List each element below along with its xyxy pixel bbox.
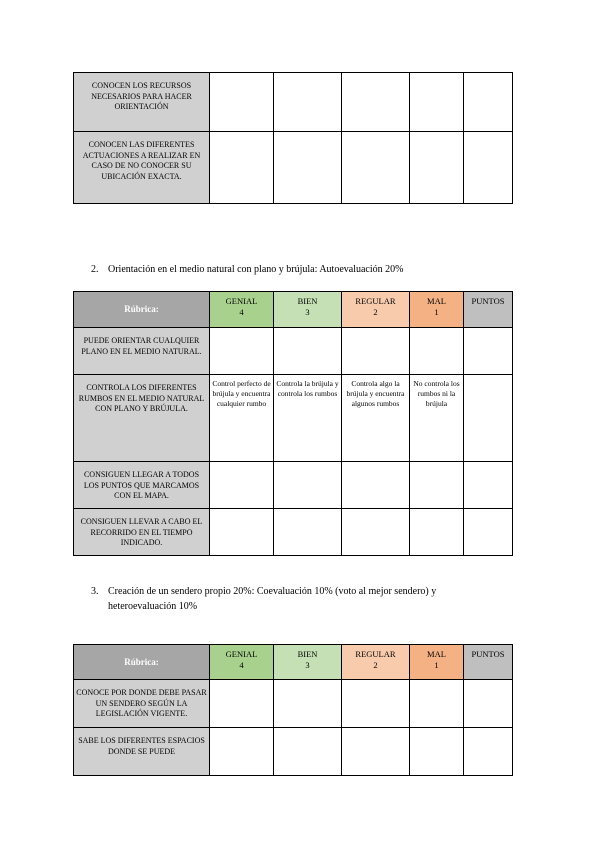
bien-header xyxy=(274,645,342,680)
rubric-table-orientacion xyxy=(73,291,513,556)
score-cell xyxy=(274,73,342,132)
table-row xyxy=(74,73,513,132)
rubric-table-sendero xyxy=(73,644,513,776)
table-row xyxy=(74,462,513,509)
rubrica-header: Rúbrica: xyxy=(74,292,210,328)
points-cell xyxy=(464,462,513,509)
genial-header xyxy=(210,292,274,328)
mal-desc: No controla los rumbos ni la brújula xyxy=(410,375,464,462)
section-title-continued: heteroevaluación 10% xyxy=(108,601,198,612)
score-cell xyxy=(210,462,274,509)
score-cell xyxy=(342,462,410,509)
table-row xyxy=(74,375,513,462)
mal-header xyxy=(410,292,464,328)
points-cell xyxy=(464,132,513,204)
regular-header xyxy=(342,292,410,328)
table-row xyxy=(74,509,513,556)
section-2-heading xyxy=(91,262,531,277)
rubrica-header: Rúbrica: xyxy=(74,645,210,680)
score-cell xyxy=(410,728,464,776)
score-cell xyxy=(274,728,342,776)
score-cell xyxy=(410,509,464,556)
section-number: 3. xyxy=(91,586,99,597)
section-title: Creación de un sendero propio 20%: Coevaluación 10% (voto al mejor sendero) y xyxy=(108,586,437,597)
level-label: MAL xyxy=(427,296,446,306)
mal-header xyxy=(410,645,464,680)
points-cell xyxy=(464,73,513,132)
score-cell xyxy=(210,132,274,204)
criterion-cell: CONOCEN LAS DIFERENTES ACTUACIONES A REALIZAR EN CASO DE NO CONOCER SU UBICACIÓN EXACTA. xyxy=(74,132,210,204)
genial-desc: Control perfecto de brújula y encuentra cualquier rumbo xyxy=(210,375,274,462)
level-label: GENIAL xyxy=(225,649,258,659)
points-cell xyxy=(464,375,513,462)
points-cell xyxy=(464,509,513,556)
score-cell xyxy=(210,728,274,776)
score-cell xyxy=(210,73,274,132)
points-cell xyxy=(464,728,513,776)
section-3-heading xyxy=(91,584,531,614)
bien-header xyxy=(274,292,342,328)
score-cell xyxy=(410,680,464,728)
level-points: 1 xyxy=(434,660,439,670)
score-cell xyxy=(410,132,464,204)
level-label: REGULAR xyxy=(355,296,396,306)
criterion-cell: CONOCEN LOS RECURSOS NECESARIOS PARA HACER ORIENTACIÓN xyxy=(74,73,210,132)
score-cell xyxy=(410,462,464,509)
score-cell xyxy=(210,509,274,556)
level-label: BIEN xyxy=(297,296,318,306)
score-cell xyxy=(410,328,464,375)
score-cell xyxy=(210,680,274,728)
score-cell xyxy=(274,509,342,556)
level-points: 4 xyxy=(239,660,244,670)
score-cell xyxy=(410,73,464,132)
score-cell xyxy=(274,462,342,509)
criterion-cell: CONSIGUEN LLEGAR A TODOS LOS PUNTOS QUE MARCAMOS CON EL MAPA. xyxy=(74,462,210,509)
score-cell xyxy=(342,132,410,204)
genial-header xyxy=(210,645,274,680)
level-points: 3 xyxy=(305,307,310,317)
table-row xyxy=(74,680,513,728)
criterion-cell: CONSIGUEN LLEVAR A CABO EL RECORRIDO EN EL TIEMPO INDICADO. xyxy=(74,509,210,556)
header-row xyxy=(74,292,513,328)
score-cell xyxy=(342,73,410,132)
criterion-cell: SABE LOS DIFERENTES ESPACIOS DONDE SE PUEDE xyxy=(74,728,210,776)
level-points: 1 xyxy=(434,307,439,317)
puntos-header: PUNTOS xyxy=(464,645,513,680)
level-points: 2 xyxy=(373,660,378,670)
points-cell xyxy=(464,680,513,728)
score-cell xyxy=(342,509,410,556)
criterion-cell: PUEDE ORIENTAR CUALQUIER PLANO EN EL MEDIO NATURAL. xyxy=(74,328,210,375)
score-cell xyxy=(274,328,342,375)
bien-desc: Controla la brújula y controla los rumbos xyxy=(274,375,342,462)
level-label: REGULAR xyxy=(355,649,396,659)
criterion-cell: CONOCE POR DONDE DEBE PASAR UN SENDERO SEGÚN LA LEGISLACIÓN VIGENTE. xyxy=(74,680,210,728)
level-label: BIEN xyxy=(297,649,318,659)
level-label: GENIAL xyxy=(225,296,258,306)
level-label: MAL xyxy=(427,649,446,659)
score-cell xyxy=(342,728,410,776)
table-recursos xyxy=(73,72,513,204)
section-number: 2. xyxy=(91,264,99,275)
regular-header xyxy=(342,645,410,680)
score-cell xyxy=(210,328,274,375)
header-row xyxy=(74,645,513,680)
level-points: 3 xyxy=(305,660,310,670)
points-cell xyxy=(464,328,513,375)
score-cell xyxy=(274,132,342,204)
score-cell xyxy=(342,328,410,375)
score-cell xyxy=(274,680,342,728)
level-points: 2 xyxy=(373,307,378,317)
table-row xyxy=(74,728,513,776)
table-row xyxy=(74,132,513,204)
score-cell xyxy=(342,680,410,728)
section-title: Orientación en el medio natural con plano y brújula: Autoevaluación 20% xyxy=(108,264,404,275)
criterion-cell: CONTROLA LOS DIFERENTES RUMBOS EN EL MEDIO NATURAL CON PLANO Y BRÚJULA. xyxy=(74,375,210,462)
table-row xyxy=(74,328,513,375)
puntos-header: PUNTOS xyxy=(464,292,513,328)
regular-desc: Controla algo la brújula y encuentra algunos rumbos xyxy=(342,375,410,462)
level-points: 4 xyxy=(239,307,244,317)
